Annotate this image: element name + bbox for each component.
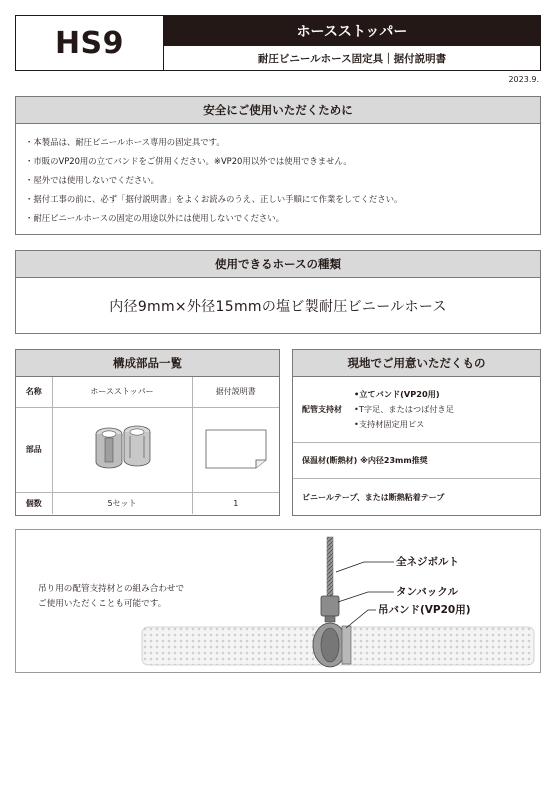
support-list bbox=[354, 387, 454, 432]
bolt-label: 全ネジボルト bbox=[396, 556, 459, 568]
parts-table bbox=[16, 377, 279, 514]
tape-text: ビニールテープ、または断熱粘着テープ bbox=[302, 492, 445, 502]
parts-title: 構成部品一覧 bbox=[16, 350, 279, 377]
prepare-insulation-row bbox=[293, 443, 540, 479]
support-item: •T字足、またはつば付き足 bbox=[354, 404, 454, 414]
part-name: ホースストッパー bbox=[52, 377, 192, 407]
row-label-part: 部品 bbox=[16, 407, 52, 492]
part-name: 据付説明書 bbox=[192, 377, 279, 407]
hose-stopper-icon bbox=[85, 422, 159, 478]
insulation-text: 保温材(断熱材) ※内径23mm推奨 bbox=[302, 456, 428, 465]
model-number: HS9 bbox=[16, 16, 164, 70]
manual-sheet-icon bbox=[204, 428, 268, 472]
table-row bbox=[16, 492, 279, 514]
safety-list bbox=[16, 124, 540, 228]
safety-item: ・市販のVP20用の立てバンドをご併用ください。※VP20用以外では使用できません。 bbox=[25, 156, 352, 166]
row-label-name: 名称 bbox=[16, 377, 52, 407]
prepare-tape-row bbox=[293, 479, 540, 515]
band-label: 吊バンド(VP20用) bbox=[378, 604, 471, 616]
parts-section bbox=[15, 349, 280, 516]
support-label: 配管支持材 bbox=[302, 405, 342, 414]
safety-section bbox=[15, 96, 541, 235]
hanging-diagram bbox=[16, 530, 540, 672]
part-quantity: 1 bbox=[192, 492, 279, 514]
safety-item: ・屋外では使用しないでください。 bbox=[25, 175, 159, 185]
turnbuckle-label: タンバックル bbox=[396, 586, 458, 598]
prepare-title: 現地でご用意いただくもの bbox=[293, 350, 540, 377]
support-item: •立てバンド(VP20用) bbox=[354, 389, 440, 399]
hose-types-section bbox=[15, 250, 541, 334]
part-quantity: 5セット bbox=[52, 492, 192, 514]
safety-title: 安全にご使用いただくために bbox=[16, 97, 540, 124]
hose-types-text: 内径9mm×外径15mmの塩ビ製耐圧ビニールホース bbox=[109, 298, 447, 315]
note-line: ご使用いただくことも可能です。 bbox=[38, 599, 167, 609]
table-row bbox=[16, 407, 279, 492]
note-line: 吊り用の配管支持材との組み合わせで bbox=[38, 584, 185, 594]
table-row bbox=[16, 377, 279, 407]
row-label-qty: 個数 bbox=[16, 492, 52, 514]
issue-date: 2023.9. bbox=[508, 75, 539, 84]
support-item: •支持材固定用ビス bbox=[354, 419, 425, 429]
document-header bbox=[15, 15, 541, 71]
prepare-support-row bbox=[293, 377, 540, 443]
hanging-illustration bbox=[15, 529, 541, 673]
hose-types-title: 使用できるホースの種類 bbox=[16, 251, 540, 278]
product-name: ホースストッパー bbox=[164, 16, 540, 46]
prepare-section bbox=[292, 349, 541, 516]
safety-item: ・据付工事の前に、必ず「据付説明書」をよくお読みのうえ、正しい手順にて作業をしてください。 bbox=[25, 194, 403, 204]
safety-item: ・耐圧ビニールホースの固定の用途以外には使用しないでください。 bbox=[25, 213, 285, 223]
document-subtitle: 耐圧ビニールホース固定具｜据付説明書 bbox=[257, 52, 447, 65]
safety-item: ・本製品は、耐圧ビニールホース専用の固定具です。 bbox=[25, 137, 225, 147]
